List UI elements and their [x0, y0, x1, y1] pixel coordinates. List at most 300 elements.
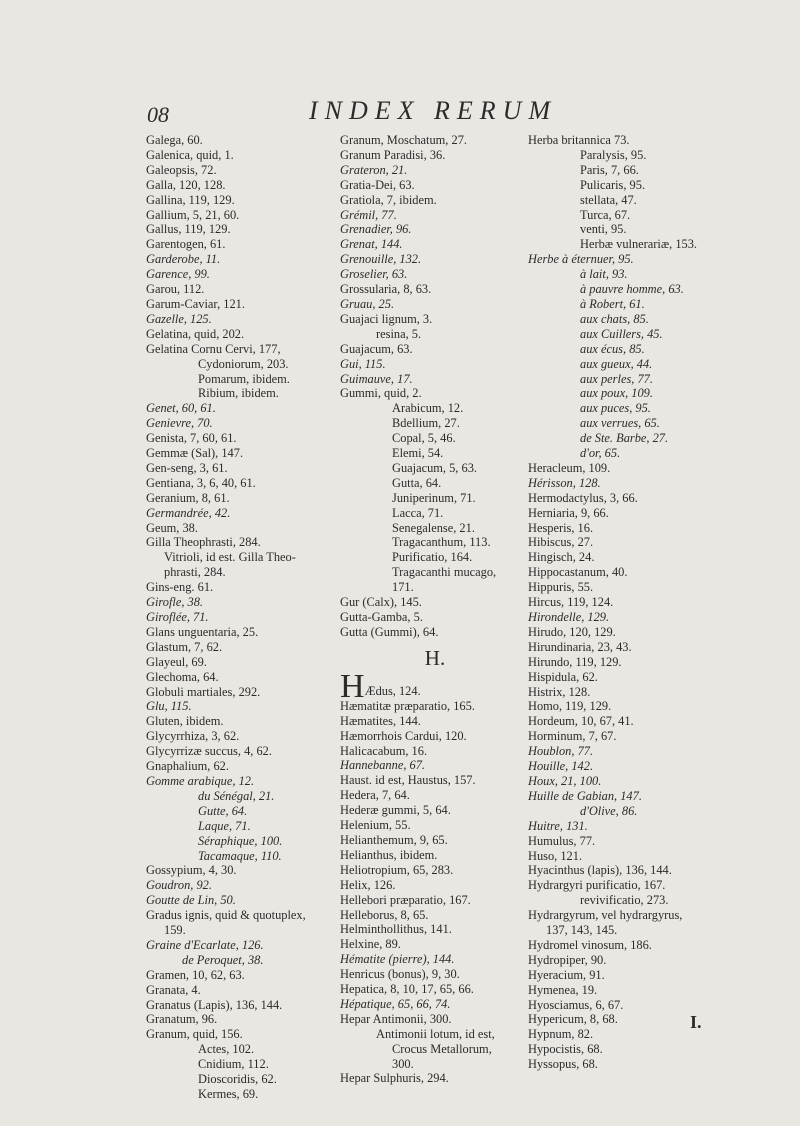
entry-text: Genievre, 70. — [146, 416, 213, 431]
entry-text: Hermodactylus, 3, 66. — [528, 490, 638, 505]
entry-text: Senegalense, 21. — [392, 520, 475, 535]
index-entry — [340, 878, 530, 893]
index-entry — [528, 178, 713, 193]
index-entry — [146, 327, 341, 342]
entry-text: Garentogen, 61. — [146, 237, 226, 252]
entry-text: Glans unguentaria, 25. — [146, 624, 259, 639]
index-entry — [146, 237, 341, 252]
entry-text: Glu, 115. — [146, 699, 192, 714]
index-entry — [528, 357, 713, 372]
entry-text: Hydrargyrum, vel hydrargyrus, — [528, 908, 683, 923]
index-entry — [528, 685, 713, 700]
index-entry — [528, 625, 713, 640]
entry-text: Hippocastanum, 40. — [528, 565, 628, 580]
index-entry — [528, 193, 713, 208]
entry-text: Houille, 142. — [528, 759, 594, 774]
entry-text: venti, 95. — [580, 222, 627, 237]
entry-text: Hyacinthus (lapis), 136, 144. — [528, 863, 672, 878]
entry-text: Halicacabum, 16. — [340, 743, 428, 758]
entry-text: Gluten, ibidem. — [146, 714, 224, 729]
index-entry — [146, 312, 341, 327]
index-entry — [528, 327, 713, 342]
index-entry — [146, 789, 341, 804]
index-entry — [340, 550, 530, 565]
index-entry — [340, 521, 530, 536]
index-entry — [528, 252, 713, 267]
entry-text: Crocus Metallorum, — [392, 1041, 492, 1056]
entry-text: Helenium, 55. — [340, 818, 411, 833]
index-entry — [146, 148, 341, 163]
index-entry — [146, 923, 341, 938]
index-entry — [146, 535, 341, 550]
index-entry — [340, 208, 530, 223]
entry-text: Hepar Antimonii, 300. — [340, 1011, 452, 1026]
entry-text: Goutte de Lin, 50. — [146, 893, 236, 908]
index-entry — [340, 818, 530, 833]
entry-text: Gen-seng, 3, 61. — [146, 460, 228, 475]
index-entry — [340, 997, 530, 1012]
entry-text: Gui, 115. — [340, 356, 386, 371]
index-entry — [528, 1027, 713, 1042]
index-entry — [146, 178, 341, 193]
index-entry — [340, 148, 530, 163]
section-letter: H. — [424, 645, 446, 670]
index-entry — [528, 342, 713, 357]
entry-text: Helminthollithus, 141. — [340, 922, 452, 937]
index-entry — [146, 759, 341, 774]
index-entry — [146, 1072, 341, 1087]
index-entry — [340, 535, 530, 550]
index-entry — [146, 252, 341, 267]
index-entry — [340, 431, 530, 446]
index-entry — [340, 461, 530, 476]
index-entry — [146, 222, 341, 237]
index-entry — [146, 1057, 341, 1072]
index-entry — [528, 401, 713, 416]
entry-text: Humulus, 77. — [528, 833, 596, 848]
index-entry — [340, 758, 530, 773]
entry-text: Laque, 71. — [198, 818, 251, 833]
entry-text: Hypnum, 82. — [528, 1027, 594, 1042]
entry-text: Granum, Moschatum, 27. — [340, 133, 467, 147]
entry-text: Antimonii lotum, id est, — [376, 1026, 495, 1041]
entry-text: Huso, 121. — [528, 848, 583, 863]
index-column-1 — [146, 133, 341, 1102]
entry-text: Hyssopus, 68. — [528, 1057, 598, 1072]
entry-text: Tragacanthum, 113. — [392, 535, 491, 550]
entry-text: Hannebanne, 67. — [340, 758, 425, 773]
index-entry — [528, 431, 713, 446]
entry-text: Guimauve, 17. — [340, 371, 413, 386]
entry-text: Hispidula, 62. — [528, 669, 598, 684]
index-entry — [340, 967, 530, 982]
entry-text: Glastum, 7, 62. — [146, 639, 223, 654]
index-entry — [528, 983, 713, 998]
index-entry — [340, 312, 530, 327]
index-entry — [340, 714, 530, 729]
entry-text: Hyeracium, 91. — [528, 967, 605, 982]
entry-text: Hypocistis, 68. — [528, 1042, 603, 1057]
entry-text: Garence, 99. — [146, 267, 210, 282]
index-entry — [528, 550, 713, 565]
index-entry — [340, 833, 530, 848]
entry-text: Hirundinaria, 23, 43. — [528, 639, 632, 654]
entry-text: Arabicum, 12. — [392, 401, 464, 416]
index-entry — [146, 506, 341, 521]
entry-text: Gilla Theophrasti, 284. — [146, 535, 261, 550]
index-entry — [146, 849, 341, 864]
entry-text: 171. — [392, 580, 414, 595]
entry-text: Gutte, 64. — [198, 803, 248, 818]
index-entry — [340, 327, 530, 342]
drop-cap: H — [340, 667, 365, 705]
entry-text: Helianthus, ibidem. — [340, 847, 438, 862]
entry-text: Galega, 60. — [146, 133, 203, 147]
entry-text: Hibiscus, 27. — [528, 535, 594, 550]
index-entry — [146, 1027, 341, 1042]
index-entry — [340, 625, 530, 640]
index-entry — [146, 953, 341, 968]
entry-text: Gur (Calx), 145. — [340, 595, 422, 610]
entry-text: Cnidium, 112. — [198, 1057, 269, 1072]
index-entry — [528, 461, 713, 476]
index-entry — [146, 834, 341, 849]
entry-text: Cydoniorum, 203. — [198, 356, 289, 371]
entry-text: Gossypium, 4, 30. — [146, 863, 237, 878]
index-entry — [528, 744, 713, 759]
entry-text: Gelatina Cornu Cervi, 177, — [146, 341, 281, 356]
entry-text: Ribium, ibidem. — [198, 386, 279, 401]
index-entry — [528, 565, 713, 580]
index-entry — [528, 908, 713, 923]
index-entry — [340, 848, 530, 863]
index-entry — [340, 357, 530, 372]
index-entry — [146, 804, 341, 819]
index-entry — [528, 923, 713, 938]
index-entry — [340, 788, 530, 803]
index-entry — [528, 208, 713, 223]
entry-text: Helleborus, 8, 65. — [340, 907, 429, 922]
index-entry — [146, 670, 341, 685]
entry-text: Granata, 4. — [146, 982, 201, 997]
entry-text: Kermes, 69. — [198, 1087, 259, 1101]
index-entry — [528, 699, 713, 714]
index-entry — [528, 1042, 713, 1057]
entry-text: Gratia-Dei, 63. — [340, 177, 415, 192]
entry-text: aux perles, 77. — [580, 371, 653, 386]
entry-text: Herbe à éternuer, 95. — [528, 252, 634, 267]
index-entry — [528, 312, 713, 327]
page-header — [147, 96, 667, 130]
index-entry — [340, 476, 530, 491]
entry-text: Hirondelle, 129. — [528, 610, 610, 624]
entry-text: à lait, 93. — [580, 267, 628, 282]
index-entry — [528, 535, 713, 550]
index-entry — [528, 834, 713, 849]
index-entry — [146, 521, 341, 536]
entry-text: Gallina, 119, 129. — [146, 192, 235, 207]
index-entry — [340, 595, 530, 610]
index-entry — [146, 282, 341, 297]
entry-text: Gnaphalium, 62. — [146, 759, 229, 774]
index-entry — [146, 729, 341, 744]
entry-text: Hellebori præparatio, 167. — [340, 892, 471, 907]
index-entry — [340, 267, 530, 282]
index-entry — [146, 625, 341, 640]
index-entry — [528, 282, 713, 297]
entry-text: Hingisch, 24. — [528, 550, 595, 565]
entry-text: Giroflée, 71. — [146, 610, 209, 624]
entry-text: Bdellium, 27. — [392, 416, 460, 431]
index-entry — [146, 998, 341, 1013]
entry-text: stellata, 47. — [580, 192, 637, 207]
entry-text: Guajaci lignum, 3. — [340, 311, 433, 326]
entry-text: Gallus, 119, 129. — [146, 222, 231, 237]
index-entry — [528, 968, 713, 983]
entry-text: Heliotropium, 65, 283. — [340, 862, 454, 877]
index-entry — [340, 937, 530, 952]
index-entry — [146, 133, 341, 148]
index-entry — [340, 1027, 530, 1042]
index-entry — [528, 521, 713, 536]
entry-text: Grenat, 144. — [340, 237, 403, 252]
entry-text: Globuli martiales, 292. — [146, 684, 261, 699]
entry-text: Genet, 60, 61. — [146, 401, 216, 416]
index-entry — [146, 193, 341, 208]
index-entry — [528, 237, 713, 252]
entry-text: d'or, 65. — [580, 446, 621, 461]
entry-text: Helianthemum, 9, 65. — [340, 832, 448, 847]
index-entry — [528, 714, 713, 729]
entry-text: de Peroquet, 38. — [182, 952, 264, 967]
entry-text: Gallium, 5, 21, 60. — [146, 207, 240, 222]
entry-text: Homo, 119, 129. — [528, 699, 612, 714]
index-entry — [528, 998, 713, 1013]
entry-text: Houblon, 77. — [528, 744, 594, 759]
entry-text: Graine d'Ecarlate, 126. — [146, 937, 264, 952]
entry-text: Gentiana, 3, 6, 40, 61. — [146, 475, 256, 490]
index-entry — [340, 193, 530, 208]
entry-text: Juniperinum, 71. — [392, 490, 476, 505]
index-entry — [528, 938, 713, 953]
entry-text: Genista, 7, 60, 61. — [146, 431, 237, 446]
index-entry — [528, 580, 713, 595]
entry-text: Gruau, 25. — [340, 296, 395, 311]
index-entry — [340, 1042, 530, 1057]
index-entry — [340, 491, 530, 506]
index-entry — [528, 849, 713, 864]
index-entry — [340, 252, 530, 267]
entry-text: Hématite (pierre), 144. — [340, 952, 455, 967]
entry-text: Elemi, 54. — [392, 446, 444, 461]
entry-text: Guajacum, 63. — [340, 341, 413, 356]
entry-text: Heracleum, 109. — [528, 460, 611, 475]
index-entry — [528, 491, 713, 506]
entry-text: Hepatica, 8, 10, 17, 65, 66. — [340, 982, 474, 997]
entry-text: aux puces, 95. — [580, 401, 651, 416]
index-entry — [528, 386, 713, 401]
entry-text: Gutta, 64. — [392, 475, 442, 490]
entry-text: Galenica, quid, 1. — [146, 147, 234, 162]
entry-text: Paralysis, 95. — [580, 147, 647, 162]
entry-text: Grossularia, 8, 63. — [340, 282, 432, 297]
index-entry — [340, 178, 530, 193]
entry-text: Girofle, 38. — [146, 595, 204, 610]
index-entry — [146, 297, 341, 312]
entry-text: Helxine, 89. — [340, 937, 401, 952]
entry-text: 159. — [164, 923, 186, 938]
entry-text: Lacca, 71. — [392, 505, 444, 520]
entry-text: 300. — [392, 1056, 414, 1071]
index-entry — [146, 401, 341, 416]
entry-text: Hæmorrhois Cardui, 120. — [340, 728, 467, 743]
entry-text: Gelatina, quid, 202. — [146, 326, 245, 341]
index-entry — [340, 667, 530, 705]
entry-text: Hyosciamus, 6, 67. — [528, 997, 624, 1012]
index-entry — [146, 461, 341, 476]
index-entry — [146, 1087, 341, 1102]
entry-text: Herbæ vulnerariæ, 153. — [580, 237, 697, 252]
entry-text: Gramen, 10, 62, 63. — [146, 967, 245, 982]
index-entry — [340, 580, 530, 595]
index-entry — [340, 893, 530, 908]
index-entry — [528, 446, 713, 461]
index-entry — [340, 610, 530, 625]
index-column-2 — [340, 133, 530, 1086]
index-entry — [146, 386, 341, 401]
index-entry — [146, 416, 341, 431]
entry-text: Haust. id est, Haustus, 157. — [340, 773, 476, 788]
index-entry — [146, 640, 341, 655]
entry-text: du Sénégal, 21. — [198, 788, 275, 803]
entry-text: resina, 5. — [376, 326, 422, 341]
index-entry — [340, 237, 530, 252]
index-entry — [146, 908, 341, 923]
entry-text: Garderobe, 11. — [146, 252, 221, 267]
index-entry — [340, 133, 530, 148]
index-entry — [340, 1057, 530, 1072]
index-entry — [528, 863, 713, 878]
entry-text: Pomarum, ibidem. — [198, 371, 290, 386]
index-entry — [146, 163, 341, 178]
entry-text: Histrix, 128. — [528, 684, 591, 699]
index-entry — [340, 1071, 530, 1086]
entry-text: de Ste. Barbe, 27. — [580, 431, 669, 446]
entry-text: Hirundo, 119, 129. — [528, 654, 622, 669]
index-entry — [528, 222, 713, 237]
index-entry — [340, 446, 530, 461]
index-entry — [340, 282, 530, 297]
entry-text: Hépatique, 65, 66, 74. — [340, 996, 451, 1011]
index-entry — [340, 922, 530, 937]
entry-text: Houx, 21, 100. — [528, 773, 602, 788]
entry-text: Garou, 112. — [146, 282, 205, 297]
index-entry — [340, 372, 530, 387]
running-title: INDEX RERUM — [309, 96, 558, 125]
index-entry — [340, 773, 530, 788]
index-entry — [528, 640, 713, 655]
entry-text: à Robert, 61. — [580, 296, 645, 311]
entry-text: Galeopsis, 72. — [146, 162, 217, 177]
index-entry — [528, 819, 713, 834]
index-entry — [528, 1057, 713, 1072]
index-entry — [146, 208, 341, 223]
entry-text: Glayeul, 69. — [146, 654, 207, 669]
index-entry — [340, 729, 530, 744]
index-entry — [146, 372, 341, 387]
entry-text: Gummi, quid, 2. — [340, 386, 422, 401]
index-entry — [528, 953, 713, 968]
index-entry — [528, 133, 713, 148]
entry-text: Guajacum, 5, 63. — [392, 460, 477, 475]
entry-text: Gutta (Gummi), 64. — [340, 624, 439, 639]
entry-text: Hypericum, 8, 68. — [528, 1012, 618, 1027]
entry-text: Gratiola, 7, ibidem. — [340, 192, 437, 207]
index-entry — [146, 893, 341, 908]
entry-text: Ædus, 124. — [364, 683, 421, 698]
index-entry — [528, 804, 713, 819]
entry-text: Garum-Caviar, 121. — [146, 296, 245, 311]
entry-text: Hérisson, 128. — [528, 475, 601, 490]
index-entry — [528, 729, 713, 744]
entry-text: Pulicaris, 95. — [580, 177, 646, 192]
entry-text: aux Cuillers, 45. — [580, 326, 663, 341]
entry-text: Grenadier, 96. — [340, 222, 412, 237]
entry-text: aux chats, 85. — [580, 311, 649, 326]
index-entry — [146, 342, 341, 357]
entry-text: Hepar Sulphuris, 294. — [340, 1071, 449, 1086]
entry-text: Grémil, 77. — [340, 207, 397, 222]
index-entry — [340, 506, 530, 521]
page-number: 08 — [147, 102, 169, 127]
entry-text: aux poux, 109. — [580, 386, 653, 401]
index-entry — [340, 982, 530, 997]
index-entry — [528, 595, 713, 610]
entry-text: Granum, quid, 156. — [146, 1027, 243, 1042]
entry-text: Hæmatites, 144. — [340, 713, 421, 728]
index-entry — [340, 297, 530, 312]
entry-text: Henricus (bonus), 9, 30. — [340, 967, 460, 982]
index-entry — [146, 968, 341, 983]
entry-text: Grateron, 21. — [340, 162, 408, 177]
entry-text: Hippuris, 55. — [528, 580, 594, 595]
index-entry — [340, 342, 530, 357]
entry-text: Glycyrrhiza, 3, 62. — [146, 729, 240, 744]
entry-text: Gins-eng. 61. — [146, 580, 214, 595]
index-entry — [528, 506, 713, 521]
entry-text: phrasti, 284. — [164, 565, 226, 580]
entry-text: Geum, 38. — [146, 520, 198, 535]
index-entry — [340, 401, 530, 416]
entry-text: Hordeum, 10, 67, 41. — [528, 714, 634, 729]
entry-text: Gradus ignis, quid & quotuplex, — [146, 908, 306, 923]
index-entry — [528, 476, 713, 491]
index-entry — [340, 1012, 530, 1027]
entry-text: Séraphique, 100. — [198, 833, 283, 848]
entry-text: Gutta-Gamba, 5. — [340, 610, 423, 624]
entry-text: Granatus (Lapis), 136, 144. — [146, 997, 283, 1012]
entry-text: Germandrée, 42. — [146, 505, 231, 520]
entry-text: Hederæ gummi, 5, 64. — [340, 803, 451, 818]
entry-text: Horminum, 7, 67. — [528, 729, 617, 744]
entry-text: aux gueux, 44. — [580, 356, 653, 371]
index-entry — [146, 655, 341, 670]
index-entry — [146, 476, 341, 491]
entry-text: Tacamaque, 110. — [198, 848, 282, 863]
entry-text: Vitrioli, id est. Gilla Theo- — [164, 550, 296, 565]
entry-text: à pauvre homme, 63. — [580, 282, 684, 297]
index-entry — [528, 267, 713, 282]
